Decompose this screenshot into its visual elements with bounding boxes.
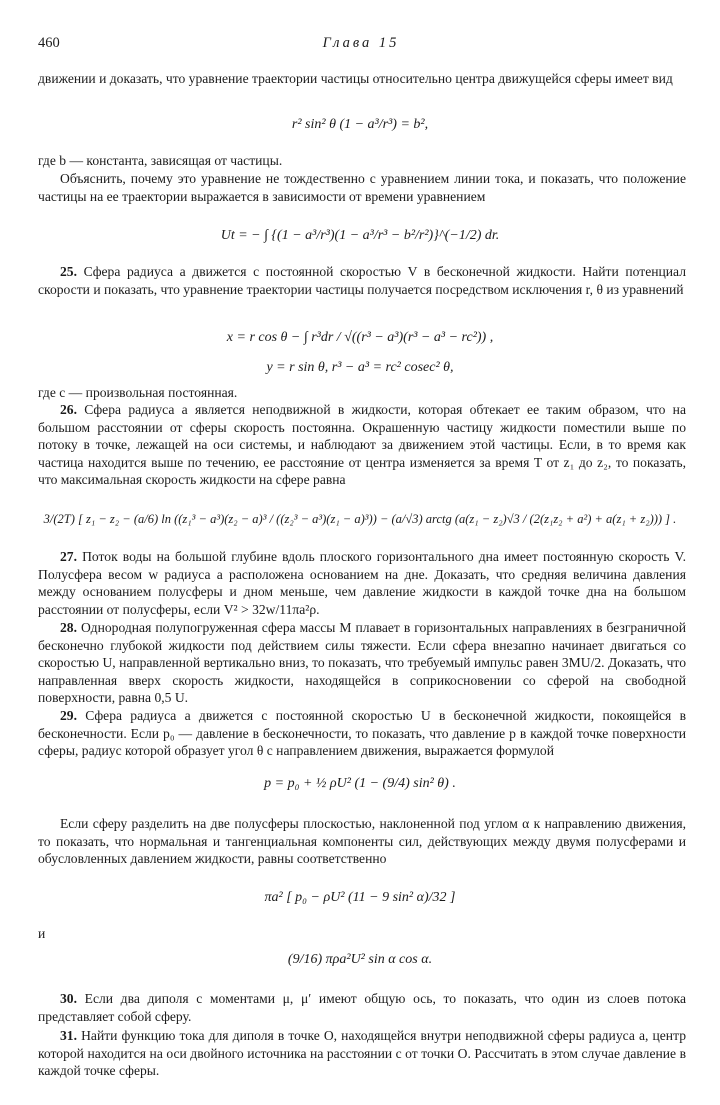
page-number: 460 [38, 35, 60, 51]
problem-number: 31. [60, 1028, 77, 1043]
problem-29 [38, 707, 686, 760]
problem-number: 27. [60, 549, 77, 564]
problem-text: Сфера радиуса a является неподвижной в жидкости, которая обтекает ее таким образом, что на большом расстоянии от сферы скорость постоянна. Окрашенную частицу жидкости поместили выше по потоку в точке, лежащей на оси системы, и наблюдают за движением этой частицы. Если, в то время как частица находится выше по течению, ее расстояние от центра изменяется за время T от z₁ до z₂, то показать, что максимальная скорость жидкости на сфере равна [38, 402, 686, 488]
trajectory-equation: r² sin² θ (1 − a³/r³) = b², [291, 117, 429, 132]
problem-25 [38, 263, 686, 298]
problem-26 [38, 401, 686, 489]
problem-text: Поток воды на большой глубине вдоль плоского горизонтального дна имеет постоянную скорость V. Полусфера весом w радиуса a расположена основанием на дне. Доказать, что средняя величина давления между основанием полусферы и дном меньше, чем давление жидкости в каждой точке дна на большом расстоянии от полусферы, если V² > 32w/11πa²ρ. [38, 549, 686, 617]
problem-number: 29. [60, 708, 77, 723]
problem-31 [38, 1027, 686, 1080]
problem-text: Однородная полупогруженная сфера массы M плавает в горизонтальных направлениях в безграничной бесконечно глубокой жидкости под действием силы тяжести. Если сфера внезапно начинает двигаться со скоростью U, направленной вертикально вниз, то показать, что требуемый импульс равен 3MU/2. Доказать, что направленная вверх скорость жидкости, находящейся в соприкосновении со сферой на свободной поверхности, равна 0,5 U. [38, 620, 686, 706]
problem-25-formula-x: x = r cos θ − ∫ r³dr / √((r³ − a³)(r³ − a³ − rc²)) , [226, 330, 494, 345]
problem-29-normal-force: πa² [ p₀ − ρU² (11 − 9 sin² α)/32 ] [264, 890, 456, 905]
problem-27 [38, 548, 686, 618]
problem-number: 26. [60, 402, 77, 417]
problem-29-tangential-force: (9/16) πρa²U² sin α cos α. [287, 952, 433, 967]
problem-29-continuation: Если сферу разделить на две полусферы плоскостью, наклоненной под углом α к направлению движения, то показать, что нормальная и тангенциальная компоненты сил, действующих между двумя полусферами и обусловленных давлением жидкости, равны соответственно [38, 816, 686, 867]
problem-number: 25. [60, 264, 77, 279]
problem-text: Найти функцию тока для диполя в точке O, находящейся внутри неподвижной сферы радиуса a, центр которой находится на оси двойного источника на расстоянии c от точки O. Рассчитать в этом случае давление в каждой точке сферы. [38, 1028, 686, 1079]
page-header [38, 35, 684, 55]
problem-28 [38, 619, 686, 707]
intro-paragraph: движении и доказать, что уравнение траектории частицы относительно центра движущейся сферы имеет вид [38, 71, 673, 86]
problem-text: Если два диполя с моментами μ, μ′ имеют общую ось, то показать, что один из слоев потока представляет собой сферу. [38, 991, 686, 1024]
problem-text: Сфера радиуса a движется с постоянной скоростью V в бесконечной жидкости. Найти потенциал скорости и показать, что уравнение траектории частицы получается посредством исключения r, θ из уравнений [38, 264, 686, 297]
problem-number: 28. [60, 620, 77, 635]
problem-26-formula: 3/(2T) [ z₁ − z₂ − (a/6) ln ((z₁³ − a³)(z₂ − a)³ / ((z₂³ − a³)(z₁ − a)³)) − (a/√3) arctg (a(z₁ − z₂)√3 / (2(z₁z₂ + a²) + a(z₁ + z₂))) ] . [43, 512, 677, 526]
problem-29-pressure-formula: p = p₀ + ½ ρU² (1 − (9/4) sin² θ) . [264, 776, 456, 791]
conjunction-and: и [38, 926, 46, 941]
problem-30 [38, 990, 686, 1025]
time-equation: Ut = − ∫ {(1 − a³/r³)(1 − a³/r³ − b²/r²)}^(−1/2) dr. [220, 228, 500, 243]
explain-paragraph: Объяснить, почему это уравнение не тождественно с уравнением линии тока, и показать, что положение частицы на ее траектории выражается в зависимости от времени уравнением [38, 171, 686, 204]
problem-text: Сфера радиуса a движется с постоянной скоростью U в бесконечной жидкости, покоящейся в бесконечности. Если p₀ — давление в бесконечности, то показать, что давление p в каждой точке поверхности сферы, радиус которой образует угол θ с направлением движения, выражается формулой [38, 708, 686, 759]
problem-number: 30. [60, 991, 77, 1006]
problem-25-formula-y: y = r sin θ, r³ − a³ = rc² cosec² θ, [266, 360, 454, 375]
constant-note: где b — константа, зависящая от частицы. [38, 153, 283, 168]
chapter-title: Глава 15 [322, 35, 400, 51]
problem-25-constant-note: где c — произвольная постоянная. [38, 385, 238, 400]
